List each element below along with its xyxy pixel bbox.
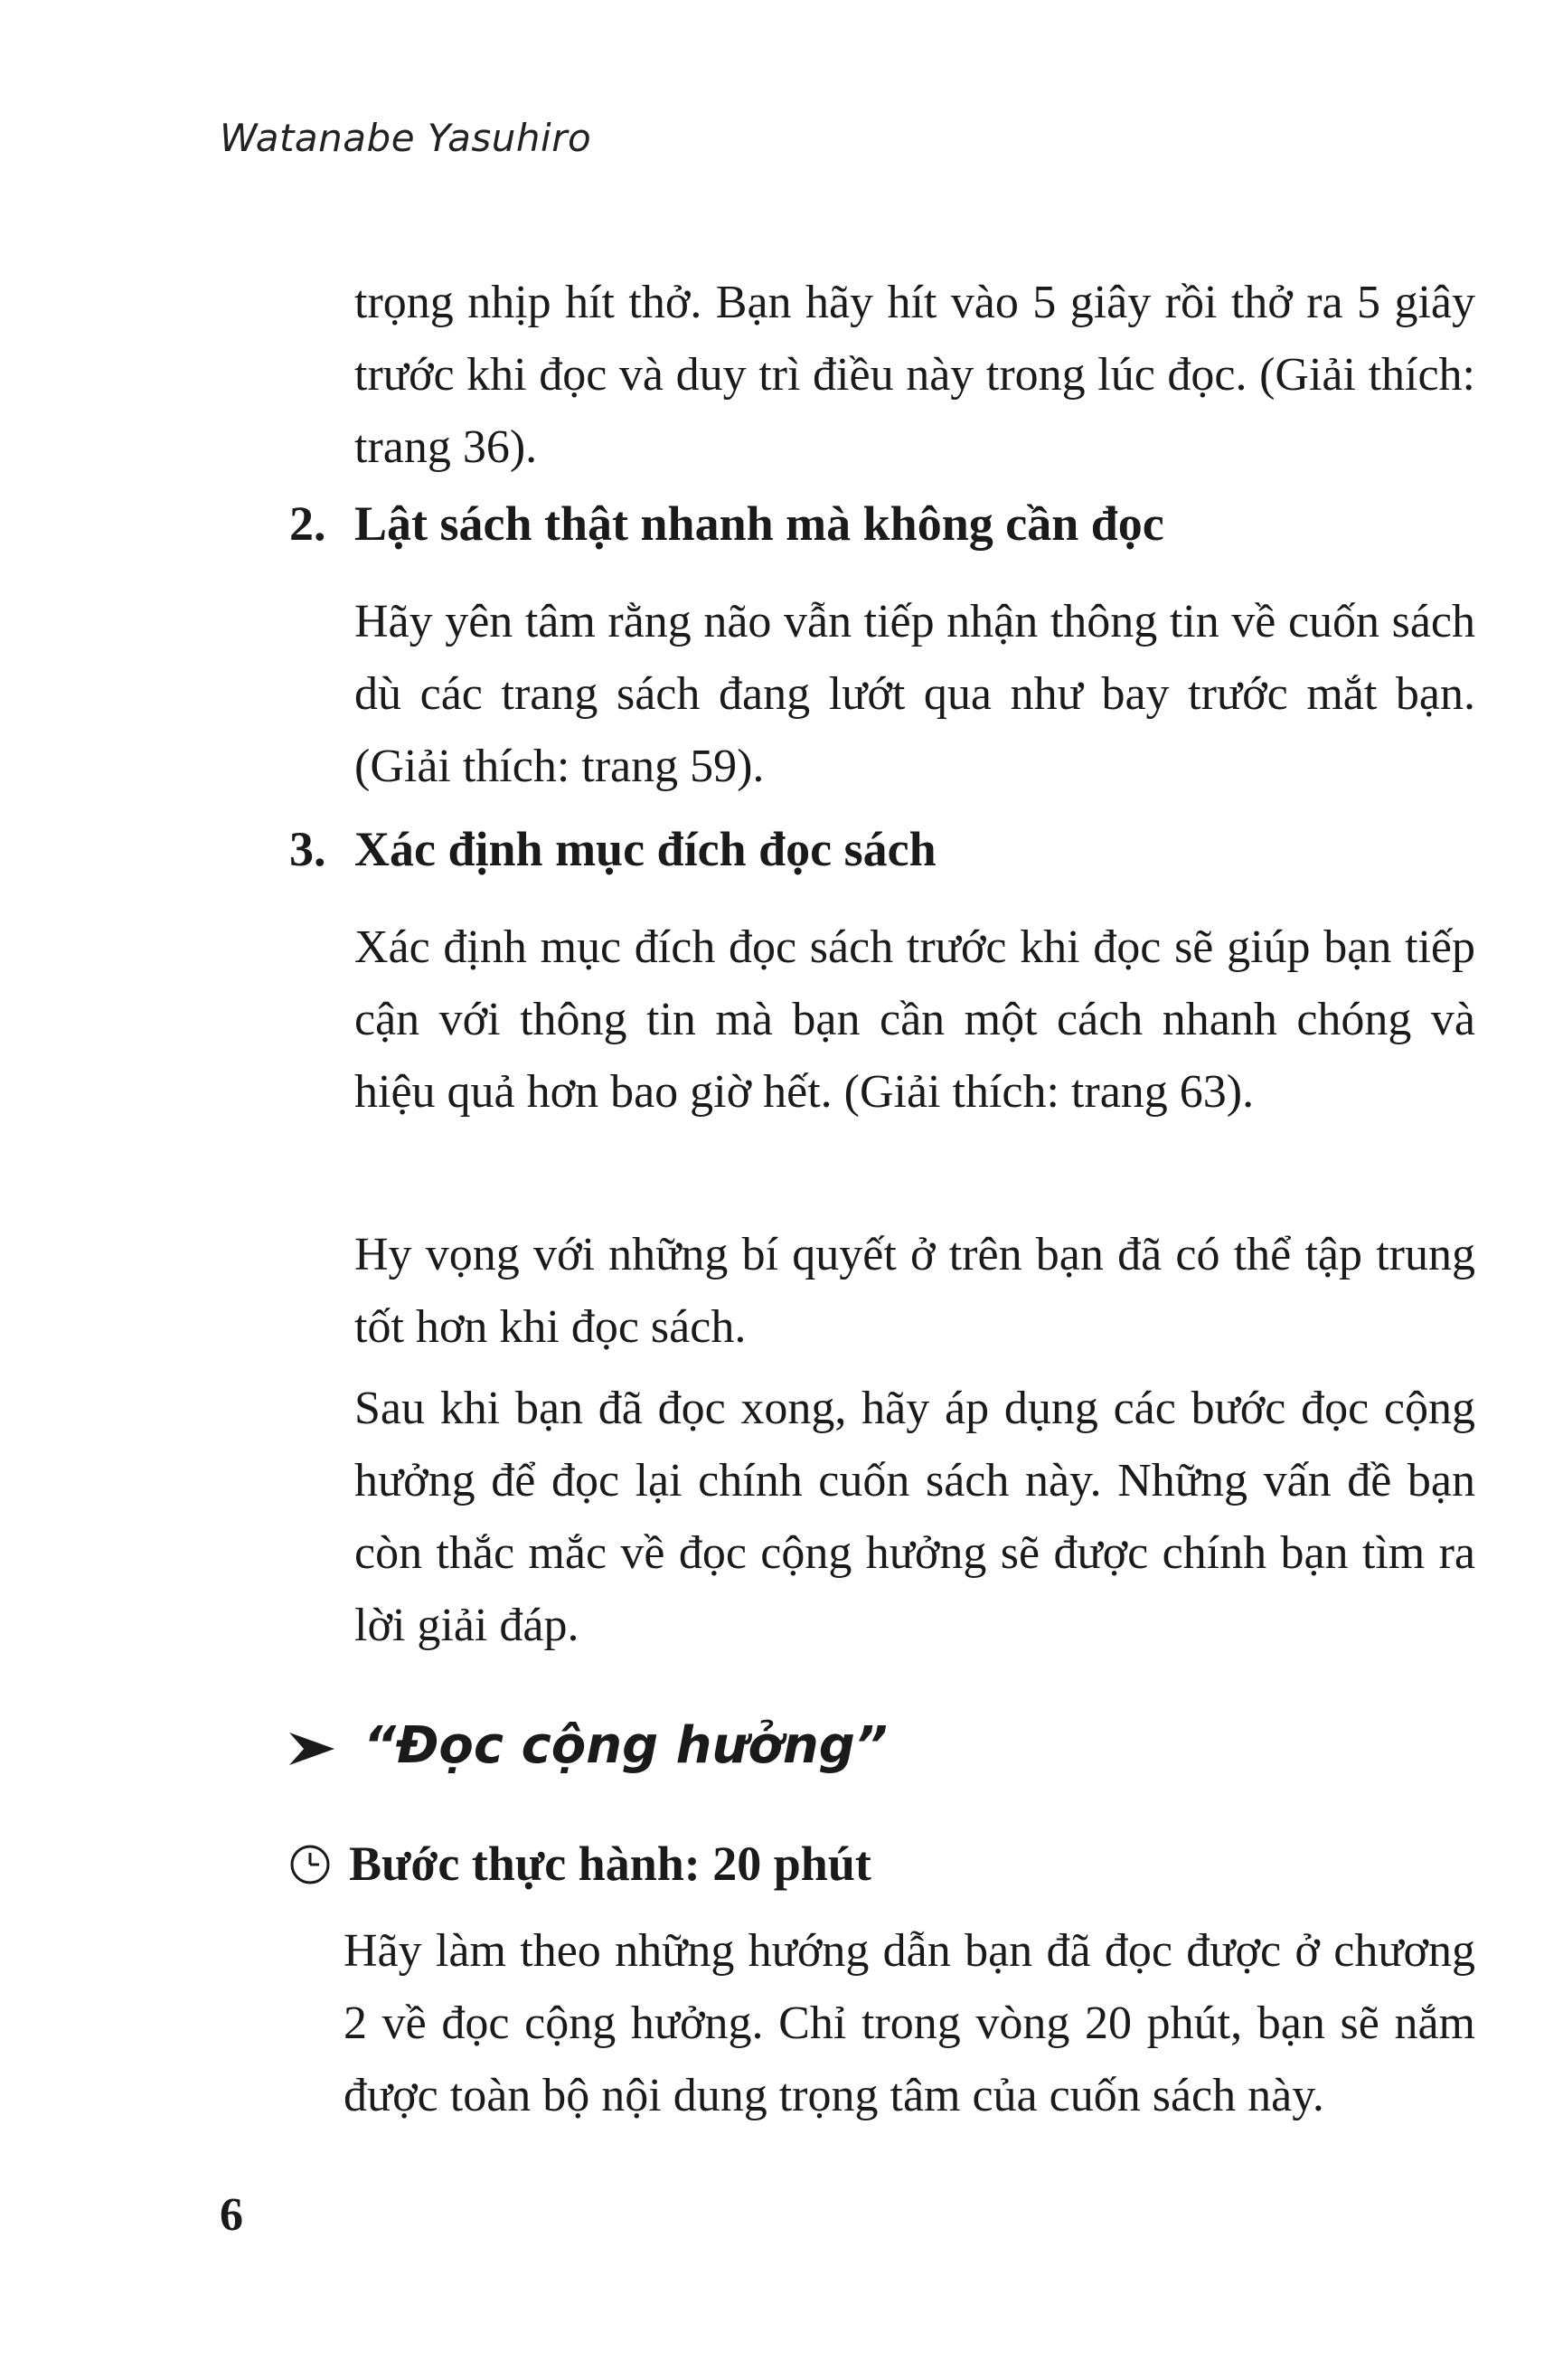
list-item-heading-3 bbox=[289, 821, 937, 877]
running-head-author: Watanabe Yasuhiro bbox=[220, 116, 592, 160]
list-item-number: 3. bbox=[289, 822, 326, 876]
list-item-heading-2 bbox=[289, 496, 1164, 552]
list-item-text-3: Xác định mục đích đọc sách trước khi đọc sẽ giúp bạn tiếp cận với thông tin mà bạn cần một cách nhanh chóng và hiệu quả hơn bao giờ hết. (Giải thích: trang 63). bbox=[354, 921, 1475, 1118]
list-item-text-2: Hãy yên tâm rằng não vẫn tiếp nhận thông tin về cuốn sách dù các trang sách đang lướt qua như bay trước mắt bạn. (Giải thích: trang 59). bbox=[354, 596, 1475, 792]
list-item-number: 2. bbox=[289, 496, 326, 551]
paragraph-after-reading: Sau khi bạn đã đọc xong, hãy áp dụng các bước đọc cộng hưởng để đọc lại chính cuốn sách này. Những vấn đề bạn còn thắc mắc về đọc cộng hưởng sẽ được chính bạn tìm ra lời giải đáp. bbox=[354, 1383, 1475, 1651]
paragraph-hope: Hy vọng với những bí quyết ở trên bạn đã có thể tập trung tốt hơn khi đọc sách. bbox=[354, 1229, 1475, 1353]
paragraph-step: Hãy làm theo những hướng dẫn bạn đã đọc được ở chương 2 về đọc cộng hưởng. Chỉ trong vòng 20 phút, bạn sẽ nắm được toàn bộ nội dung trọng tâm của cuốn sách này. bbox=[344, 1925, 1475, 2121]
paragraph-breathing: trọng nhịp hít thở. Bạn hãy hít vào 5 giây rồi thở ra 5 giây trước khi đọc và duy trì điều này trong lúc đọc. (Giải thích: trang 36). bbox=[354, 277, 1475, 473]
arrow-bullet-icon bbox=[287, 1731, 336, 1767]
step-title-text: Bước thực hành: 20 phút bbox=[349, 1837, 871, 1891]
step-title bbox=[289, 1836, 871, 1892]
page-number: 6 bbox=[220, 2189, 243, 2241]
section-title-text: “Đọc cộng hưởng” bbox=[363, 1716, 888, 1775]
list-item-title: Xác định mục đích đọc sách bbox=[354, 822, 937, 876]
list-item-title: Lật sách thật nhanh mà không cần đọc bbox=[354, 496, 1164, 551]
section-title bbox=[287, 1716, 888, 1775]
clock-icon bbox=[289, 1844, 331, 1885]
